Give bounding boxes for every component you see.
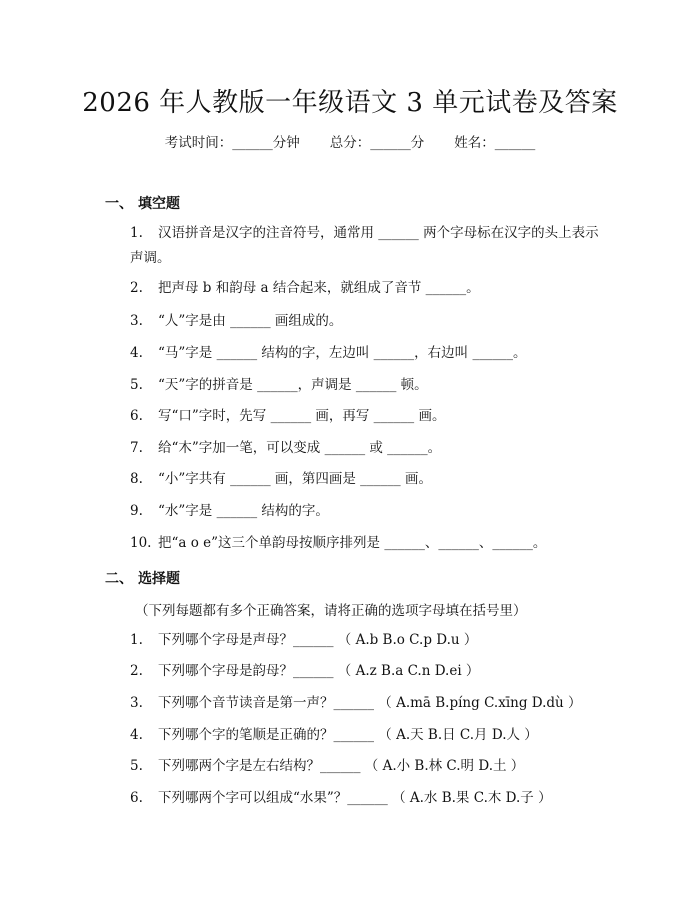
exam-meta [0, 131, 700, 151]
section-heading-fill [105, 193, 180, 213]
fill-question[interactable] [130, 436, 441, 456]
question-number: 6. [130, 790, 143, 806]
question-text: “人”字是由 ______ 画组成的。 [158, 313, 343, 329]
total-score-field[interactable]: 总分：______分 [329, 135, 425, 151]
question-number: 2. [130, 663, 143, 679]
question-number: 3. [130, 695, 143, 711]
question-text: 汉语拼音是汉字的注音符号，通常用 ______ 两个字母标在汉字的头上表示声调。 [130, 225, 599, 266]
question-text: “水”字是 ______ 结构的字。 [158, 503, 329, 519]
question-text: 下列哪个字母是声母？______ （ A.b B.o C.p D.u ） [158, 632, 478, 648]
question-number: 10. [130, 535, 152, 551]
question-number: 4. [130, 345, 143, 361]
page-title: 2026 年人教版一年级语文 3 单元试卷及答案 [82, 88, 618, 118]
section-title: 填空题 [138, 196, 180, 212]
section-number: 一、 [105, 196, 133, 212]
question-number: 1. [130, 225, 143, 241]
question-number: 5. [130, 377, 143, 393]
choice-question[interactable] [130, 628, 477, 648]
question-text: 给“木”字加一笔，可以变成 ______ 或 ______。 [158, 440, 442, 456]
question-text: 下列哪两个字是左右结构？______ （ A.小 B.林 C.明 D.土 ） [158, 758, 525, 774]
choice-instructions: （下列每题都有多个正确答案，请将正确的选项字母填在括号里） [135, 603, 527, 619]
question-number: 1. [130, 632, 143, 648]
question-number: 7. [130, 440, 143, 456]
question-number: 4. [130, 727, 143, 743]
section-heading-choice [105, 568, 180, 588]
question-number: 5. [130, 758, 143, 774]
question-number: 8. [130, 471, 143, 487]
fill-question[interactable] [130, 341, 526, 361]
choice-question[interactable] [130, 786, 552, 806]
question-text: 下列哪两个字可以组成“水果”？______ （ A.水 B.果 C.木 D.子 ） [158, 790, 552, 806]
question-number: 3. [130, 313, 143, 329]
exam-time-field[interactable]: 考试时间：______分钟 [164, 135, 300, 151]
fill-question[interactable] [130, 499, 329, 519]
question-text: “马”字是 ______ 结构的字，左边叫 ______，右边叫 ______。 [158, 345, 527, 361]
choice-question[interactable] [130, 754, 524, 774]
question-text: 下列哪个字母是韵母？______ （ A.z B.a C.n D.ei ） [158, 663, 480, 679]
question-text: “天”字的拼音是 ______，声调是 ______ 顿。 [158, 377, 428, 393]
fill-question[interactable] [130, 221, 610, 271]
question-number: 2. [130, 280, 143, 296]
fill-question[interactable] [130, 531, 546, 551]
fill-question[interactable] [130, 309, 342, 329]
fill-question[interactable] [130, 276, 480, 296]
question-text: 把声母 b 和韵母 a 结合起来，就组成了音节 ______。 [158, 280, 480, 296]
question-text: 写“口”字时，先写 ______ 画，再写 ______ 画。 [158, 408, 446, 424]
fill-question[interactable] [130, 404, 445, 424]
choice-question[interactable] [130, 659, 479, 679]
question-number: 9. [130, 503, 143, 519]
question-text: 下列哪个音节读音是第一声？______ （ A.mā B.píng C.xīng D.dù ） [158, 695, 582, 711]
section-number: 二、 [105, 571, 133, 587]
question-number: 6. [130, 408, 143, 424]
question-text: 下列哪个字的笔顺是正确的？______ （ A.天 B.日 C.月 D.人 ） [158, 727, 538, 743]
name-field[interactable]: 姓名：______ [454, 135, 536, 151]
choice-question[interactable] [130, 691, 582, 711]
fill-question[interactable] [130, 467, 432, 487]
fill-question[interactable] [130, 373, 428, 393]
section-title: 选择题 [138, 571, 180, 587]
choice-question[interactable] [130, 723, 538, 743]
question-text: 把“a o e”这三个单韵母按顺序排列是 ______、______、______。 [158, 535, 547, 551]
question-text: “小”字共有 ______ 画，第四画是 ______ 画。 [158, 471, 432, 487]
